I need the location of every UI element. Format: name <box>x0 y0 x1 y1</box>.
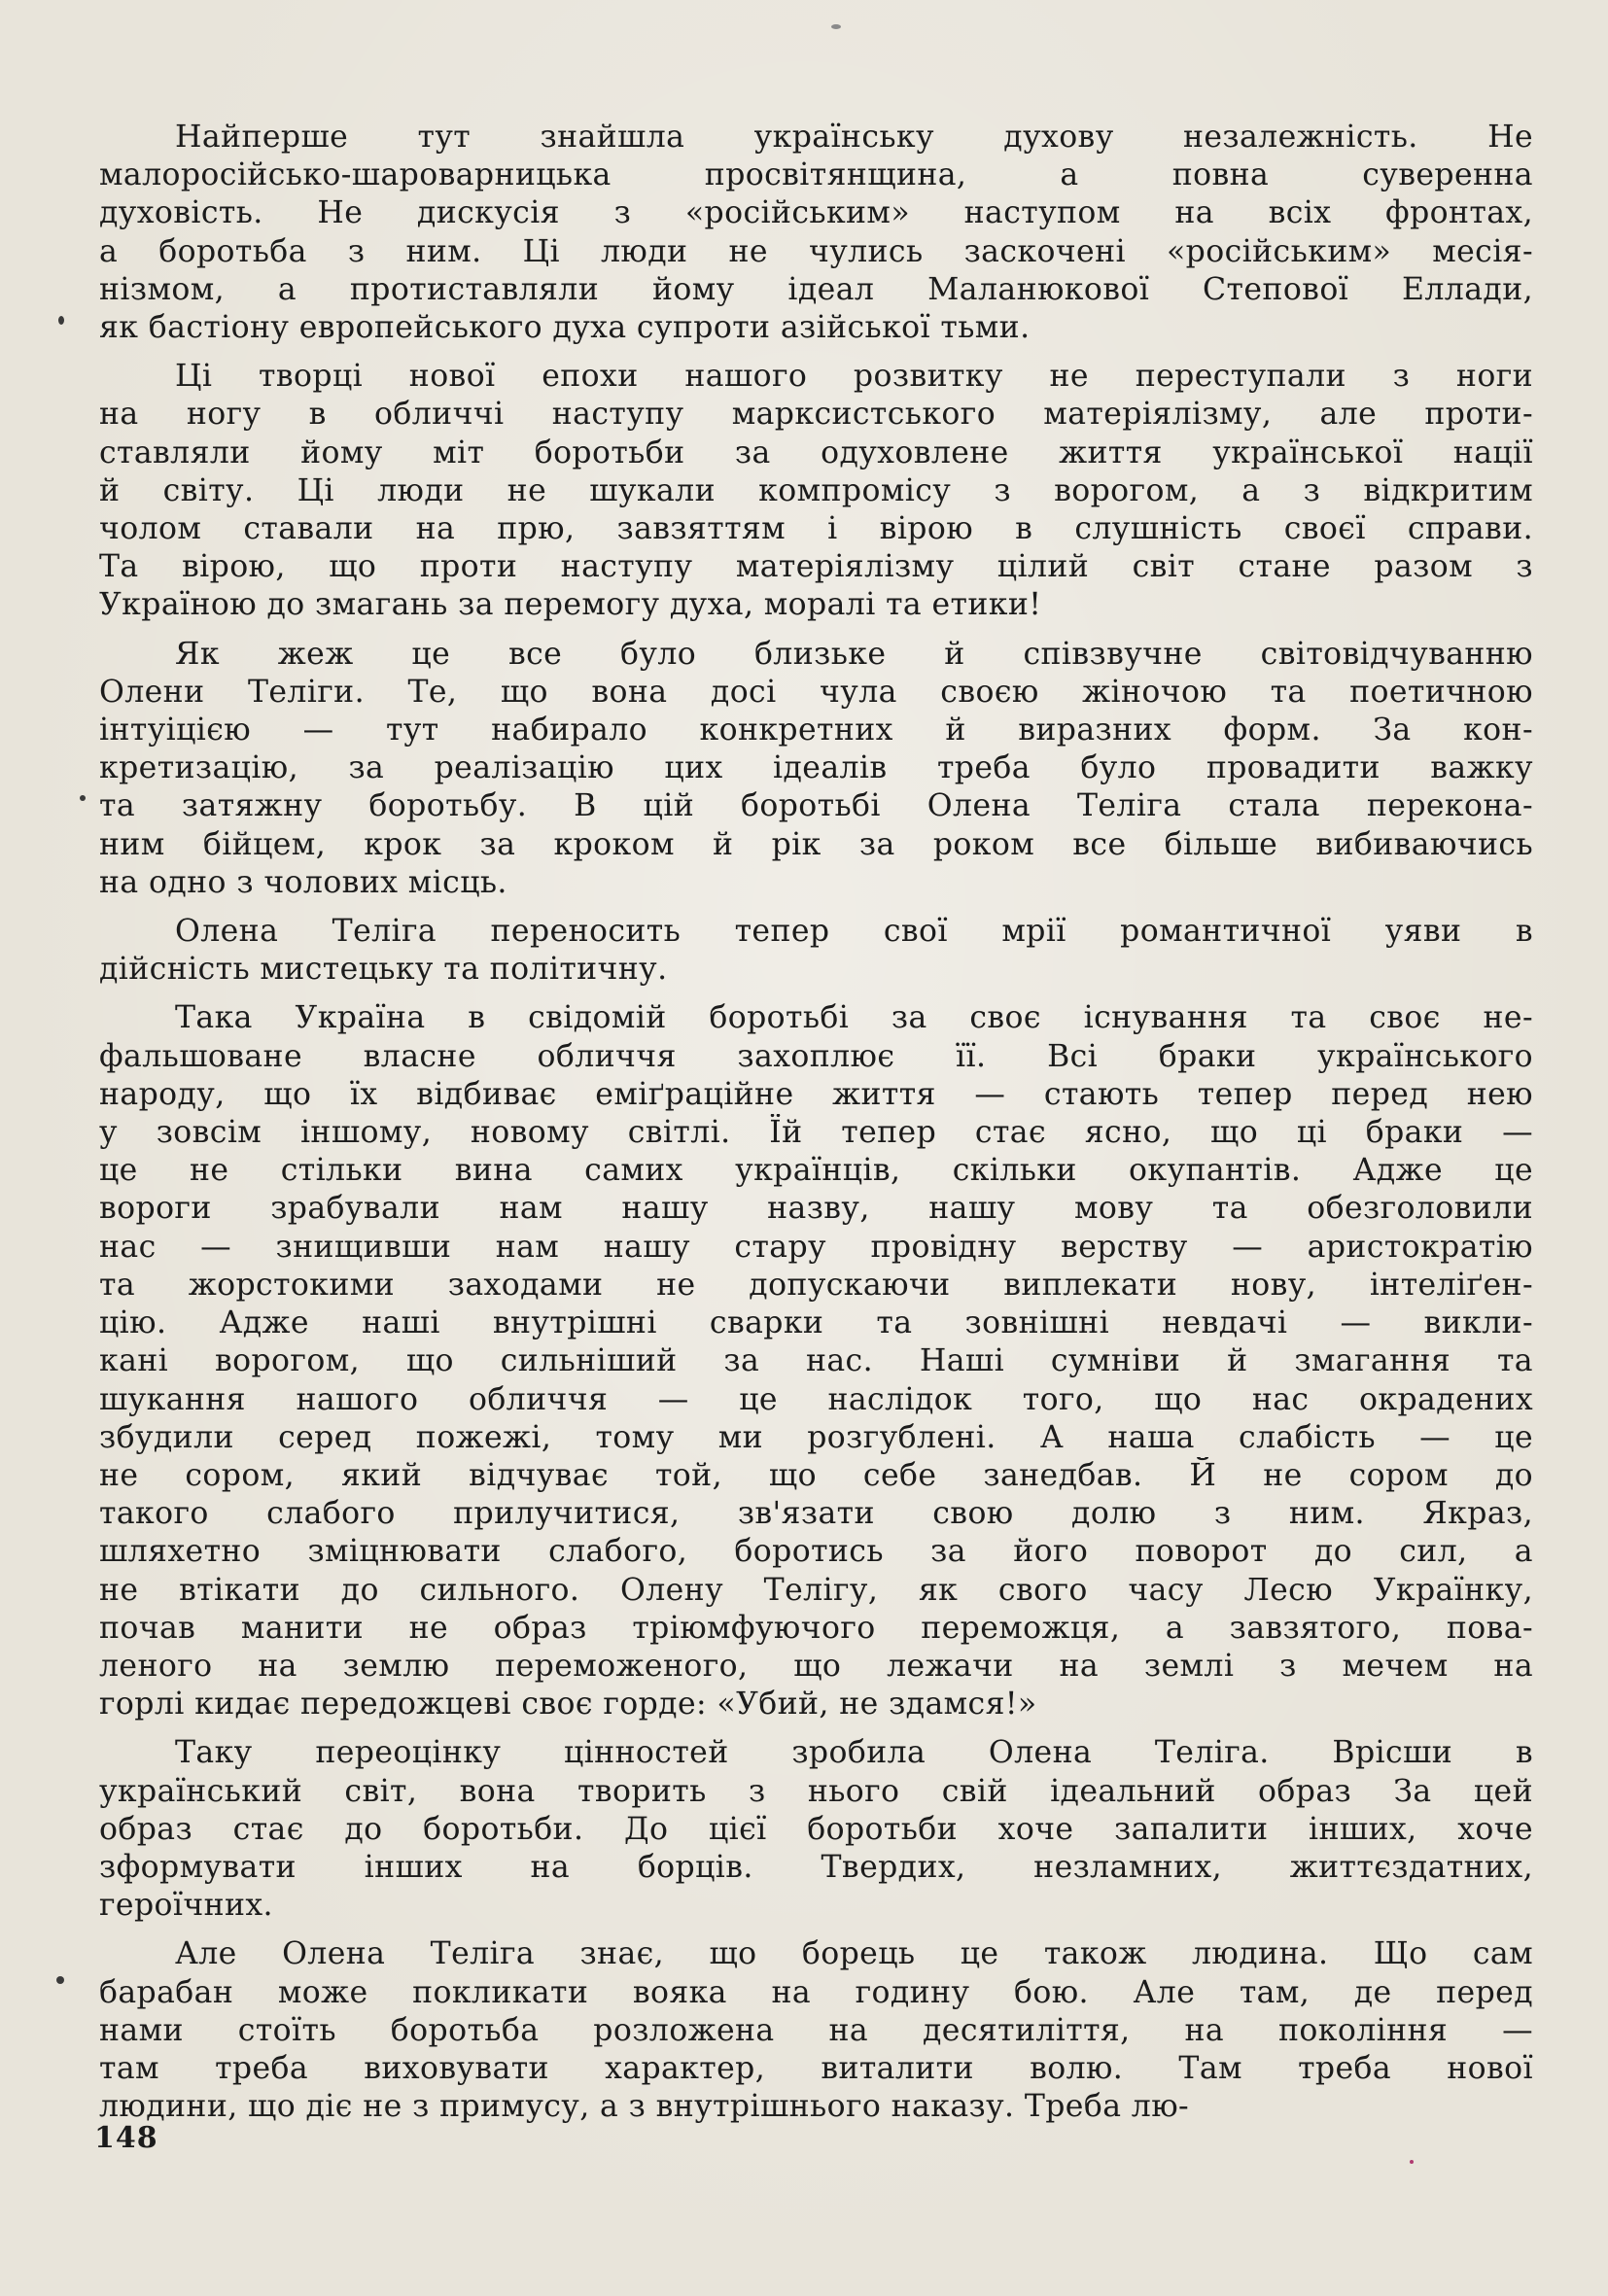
text-line: Така Україна в свідомій боротьбі за своє існування та своє не- <box>175 1000 1533 1036</box>
page-number: 148 <box>94 2121 158 2155</box>
text-line: Ці творці нової епохи нашого розвитку не переступали з ноги <box>175 359 1533 395</box>
text-line: народу, що їх відбиває еміґраційне життя — стають тепер перед нею <box>99 1076 1533 1112</box>
text-line: барабан може покликати вояка на годину бою. Але там, де перед <box>99 1974 1533 2010</box>
text-line: у зовсім іншому, новому світлі. Їй тепер стає ясно, що ці браки — <box>99 1115 1533 1151</box>
paragraph <box>99 119 1533 347</box>
text-line: леного на землю переможеного, що лежачи на землі з мечем на <box>99 1648 1533 1684</box>
paragraph <box>99 358 1533 624</box>
text-line: кретизацію, за реалізацію цих ідеалів треба було провадити важку <box>99 750 1533 786</box>
text-line: чолом ставали на прю, завзяттям і вірою в слушність своєї справи. <box>99 511 1533 547</box>
text-line: шукання нашого обличчя — це наслідок того, що нас окрадених <box>99 1381 1533 1417</box>
ink-speck <box>831 24 841 29</box>
text-line: як бастіону европейського духа супроти азійської тьми. <box>99 310 1031 346</box>
paragraph <box>99 636 1533 902</box>
text-line: людини, що діє не з примусу, а з внутрішнього наказу. Треба лю- <box>99 2089 1190 2125</box>
paragraph <box>99 913 1533 989</box>
text-line: Як жеж це все було близьке й співзвучне світовідчуванню <box>175 636 1533 672</box>
text-line: Найперше тут знайшла українську духову незалежність. Не <box>175 120 1533 155</box>
text-line: Але Олена Теліга знає, що борець це також людина. Що сам <box>175 1936 1533 1972</box>
text-line: й світу. Ці люди не шукали компромісу з ворогом, а з відкритим <box>99 472 1533 508</box>
text-line: та затяжну боротьбу. В цій боротьбі Олена Теліга стала перекона- <box>99 788 1533 824</box>
text-line: шляхетно зміцнювати слабого, боротись за його поворот до сил, а <box>99 1534 1533 1570</box>
body-text <box>99 119 1533 2137</box>
text-line: нас — знищивши нам нашу стару провідну верству — аристократію <box>99 1229 1533 1265</box>
text-line: дійсність мистецьку та політичну. <box>99 952 668 988</box>
text-line: на одно з чолових місць. <box>99 864 507 900</box>
text-line: кані ворогом, що сильніший за нас. Наші сумніви й змагання та <box>99 1343 1533 1379</box>
text-line: духовість. Не дискусія з «російським» наступом на всіх фронтах, <box>99 195 1533 231</box>
text-line: не втікати до сильного. Олену Телігу, як свого часу Лесю Українку, <box>99 1572 1533 1608</box>
text-line: там треба виховувати характер, виталити волю. Там треба нової <box>99 2050 1533 2086</box>
paragraph <box>99 999 1533 1723</box>
paragraph <box>99 1935 1533 2126</box>
text-line: ставляли йому міт боротьби за одуховлене життя української нації <box>99 435 1533 470</box>
text-line: а боротьба з ним. Ці люди не чулись заскочені «російським» месія- <box>99 233 1533 269</box>
paragraph <box>99 1734 1533 1925</box>
text-line: Олени Теліги. Те, що вона досі чула своєю жіночою та поетичною <box>99 674 1533 710</box>
text-line: на ногу в обличчі наступу марксистського матеріялізму, але проти- <box>99 397 1533 433</box>
text-line: Та вірою, що проти наступу матеріялізму цілий світ стане разом з <box>99 549 1533 585</box>
text-line: малоросійсько-шароварницька просвітянщина, а повна суверенна <box>99 157 1533 193</box>
ink-speck <box>58 316 64 325</box>
text-line: горлі кидає передожцеві своє горде: «Убий, не здамся!» <box>99 1687 1037 1722</box>
text-line: ним бійцем, крок за кроком й рік за роком все більше вибиваючись <box>99 826 1533 862</box>
ink-speck <box>1410 2160 1414 2164</box>
text-line: почав манити не образ тріюмфуючого переможця, а завзятого, пова- <box>99 1610 1533 1646</box>
text-line: не сором, який відчуває той, що себе занедбав. Й не сором до <box>99 1457 1533 1493</box>
text-line: образ стає до боротьби. До цієї боротьби хоче запалити інших, хоче <box>99 1811 1533 1847</box>
text-line: героїчних. <box>99 1888 273 1924</box>
text-line: фальшоване власне обличчя захоплює її. Всі браки українського <box>99 1038 1533 1074</box>
text-line: нізмом, а протиставляли йому ідеал Маланюкової Степової Еллади, <box>99 271 1533 307</box>
text-line: такого слабого прилучитися, зв'язати свою долю з ним. Якраз, <box>99 1496 1533 1532</box>
text-line: цію. Адже наші внутрішні сварки та зовнішні невдачі — викли- <box>99 1305 1533 1341</box>
text-line: Україною до змагань за перемогу духа, моралі та етики! <box>99 587 1042 623</box>
text-line: вороги зрабували нам нашу назву, нашу мову та обезголовили <box>99 1191 1533 1227</box>
text-line: це не стільки вина самих українців, скільки окупантів. Адже це <box>99 1153 1533 1189</box>
text-line: збудили серед пожежі, тому ми розгублені. А наша слабість — це <box>99 1419 1533 1455</box>
text-line: нами стоїть боротьба розложена на десятиліття, на покоління — <box>99 2012 1533 2048</box>
text-line: зформувати інших на борців. Твердих, незламних, життєздатних, <box>99 1849 1533 1885</box>
text-line: український світ, вона творить з нього свій ідеальний образ За цей <box>99 1773 1533 1809</box>
text-line: та жорстокими заходами не допускаючи виплекати нову, інтеліґен- <box>99 1267 1533 1303</box>
text-line: Олена Теліга переносить тепер свої мрії романтичної уяви в <box>175 914 1533 950</box>
text-line: інтуіцією — тут набирало конкретних й виразних форм. За кон- <box>99 713 1533 748</box>
ink-speck <box>56 1976 64 1984</box>
text-line: Таку переоцінку цінностей зробила Олена Теліга. Врісши в <box>175 1735 1533 1771</box>
ink-speck <box>80 795 86 801</box>
